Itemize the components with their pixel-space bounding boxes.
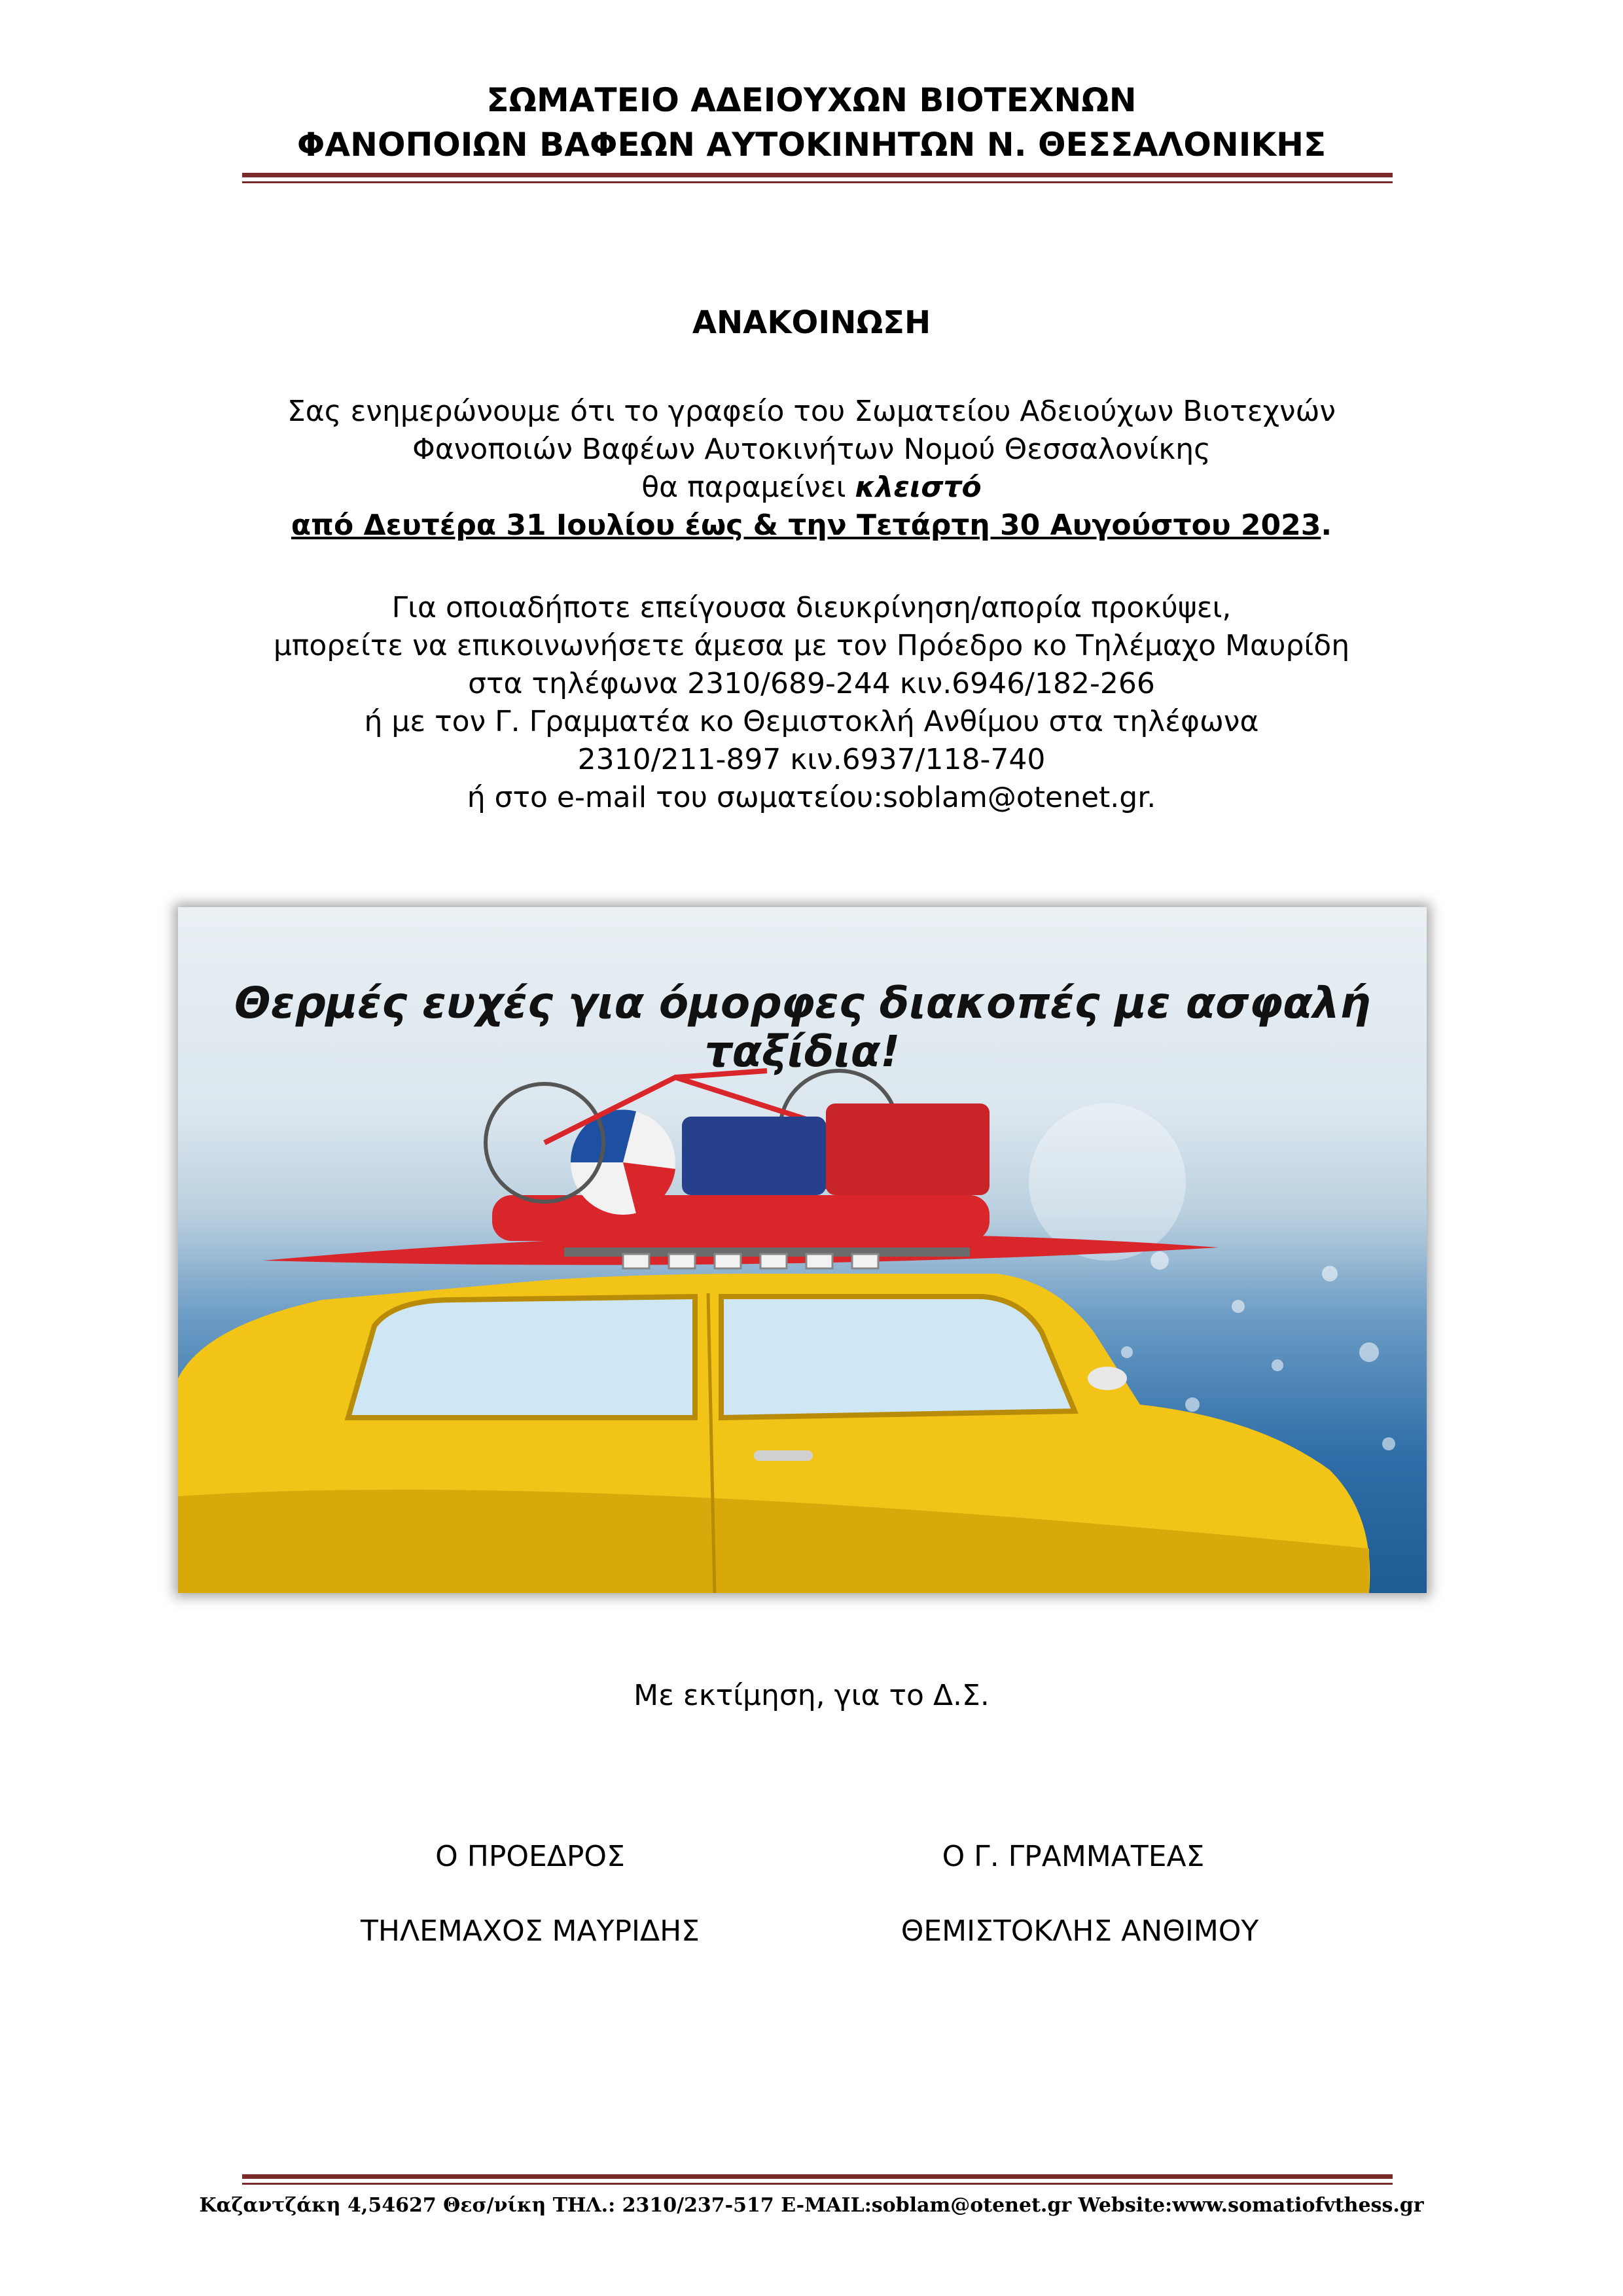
contact-text-line-4: ή με τον Γ. Γραμματέα κο Θεμιστοκλή Ανθίμου στα τηλέφωνα: [364, 705, 1259, 738]
contact-text-line-3: στα τηλέφωνα 2310/689-244 κιν.6946/182-266: [468, 667, 1155, 700]
announcement-text-line-1: Σας ενημερώνουμε ότι το γραφείο του Σωματείου Αδειούχων Βιοτεχνών: [287, 395, 1336, 428]
contact-text-line-2: μπορείτε να επικοινωνήσετε άμεσα με τον Πρόεδρο κο Τηλέμαχο Μαυρίδη: [273, 629, 1350, 662]
closed-prefix: θα παραμείνει: [641, 471, 855, 504]
footer-divider: [242, 2174, 1393, 2185]
announcement-title: ΑΝΑΚΟΙΝΩΣΗ: [692, 304, 931, 341]
closure-dates-text: από Δευτέρα 31 Ιουλίου έως & την Τετάρτη 30 Αυγούστου 2023: [291, 509, 1321, 542]
header-divider: [242, 173, 1393, 183]
contact-text-line-5: 2310/211-897 κιν.6937/118-740: [577, 743, 1046, 776]
holiday-car-image: [178, 907, 1427, 1593]
announcement-text-line-2: Φανοποιών Βαφέων Αυτοκινήτων Νομού Θεσσαλονίκης: [412, 433, 1211, 466]
org-name-line-1: ΣΩΜΑΤΕΙΟ ΑΔΕΙΟΥΧΩΝ ΒΙΟΤΕΧΝΩΝ: [486, 81, 1137, 119]
closing-regards: Με εκτίμηση, για το Δ.Σ.: [633, 1679, 990, 1712]
holiday-wish-line-2: ταξίδια!: [704, 1026, 901, 1077]
closure-dates-period: .: [1321, 509, 1332, 542]
president-title: Ο ΠΡΟΕΔΡΟΣ: [435, 1840, 625, 1873]
president-name: ΤΗΛΕΜΑΧΟΣ ΜΑΥΡΙΔΗΣ: [361, 1914, 700, 1948]
secretary-title: Ο Γ. ΓΡΑΜΜΑΤΕΑΣ: [942, 1840, 1205, 1873]
footer-contact-info: Καζαντζάκη 4,54627 Θεσ/νίκη ΤΗΛ.: 2310/237-517 E-MAIL:soblam@otenet.gr Website:www.somatiofvthess.gr: [199, 2194, 1424, 2217]
closed-word: κλειστό: [855, 471, 982, 504]
contact-text-line-1: Για οποιαδήποτε επείγουσα διευκρίνηση/απορία προκύψει,: [391, 591, 1232, 624]
closure-dates: [0, 507, 1623, 545]
holiday-wish: [178, 979, 1427, 1076]
secretary-name: ΘΕΜΙΣΤΟΚΛΗΣ ΑΝΘΙΜΟΥ: [901, 1914, 1259, 1948]
contact-text-line-6: ή στο e-mail του σωματείου:soblam@otenet.gr.: [467, 781, 1156, 814]
announcement-text-line-3: [0, 469, 1623, 507]
org-name-line-2: ΦΑΝΟΠΟΙΩΝ ΒΑΦΕΩΝ ΑΥΤΟΚΙΝΗΤΩΝ Ν. ΘΕΣΣΑΛΟΝΙΚΗΣ: [296, 126, 1327, 164]
holiday-wish-line-1: Θερμές ευχές για όμορφες διακοπές με ασφαλή: [234, 978, 1371, 1028]
